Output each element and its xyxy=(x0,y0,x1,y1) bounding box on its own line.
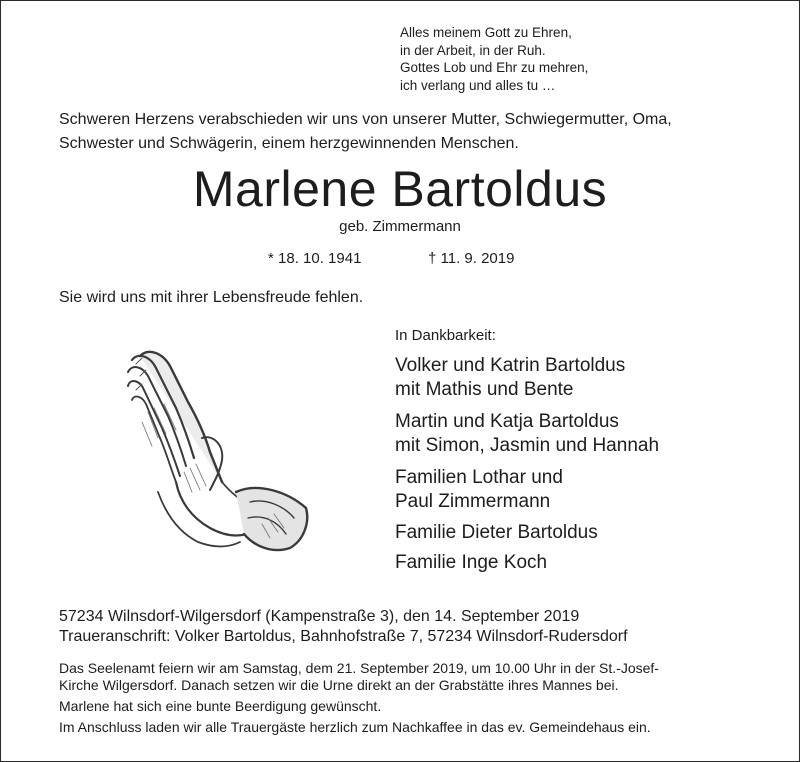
address-block xyxy=(59,607,628,647)
maiden-name: geb. Zimmermann xyxy=(339,218,461,235)
family-entry xyxy=(395,521,598,545)
place-date-line: 57234 Wilnsdorf-Wilgersdorf (Kampenstraße 3), den 14. September 2019 xyxy=(59,608,580,625)
poem-line: Gottes Lob und Ehr zu mehren, xyxy=(400,60,589,75)
poem-line: in der Arbeit, in der Ruh. xyxy=(400,42,546,58)
poem-line: Alles meinem Gott zu Ehren, xyxy=(400,25,572,40)
family-line: Familie Inge Koch xyxy=(395,552,548,573)
note-line: Das Seelenamt feiern wir am Samstag, dem 21. September 2019, um 10.00 Uhr in der St.-Josef- xyxy=(59,660,659,676)
family-entry xyxy=(395,410,659,458)
death-date: † 11. 9. 2019 xyxy=(428,250,515,267)
family-line: mit Simon, Jasmin und Hannah xyxy=(395,435,660,456)
farewell-line: Sie wird uns mit ihrer Lebensfreude fehlen. xyxy=(59,289,364,306)
note-line: Kirche Wilgersdorf. Danach setzen wir die Urne direkt an der Grabstätte ihres Mannes bei. xyxy=(59,677,619,693)
thanks-heading: In Dankbarkeit: xyxy=(395,327,496,344)
service-notes xyxy=(59,660,659,736)
family-line: mit Mathis und Bente xyxy=(395,379,574,400)
intro-text xyxy=(59,108,749,156)
poem-line: ich verlang und alles tu … xyxy=(400,77,556,93)
family-line: Paul Zimmermann xyxy=(395,491,551,512)
family-entry xyxy=(395,354,625,402)
poem xyxy=(400,24,588,94)
note-line: Marlene hat sich eine bunte Beerdigung gewünscht. xyxy=(59,698,382,714)
mourning-address-line: Traueranschrift: Volker Bartoldus, Bahnhofstraße 7, 57234 Wilnsdorf-Rudersdorf xyxy=(59,628,628,645)
family-line: Familien Lothar und xyxy=(395,467,563,488)
family-entry xyxy=(395,466,563,514)
family-line: Martin und Katja Bartoldus xyxy=(395,411,619,432)
family-entry xyxy=(395,551,547,575)
birth-date: * 18. 10. 1941 xyxy=(268,250,362,267)
intro-line: Schwester und Schwägerin, einem herzgewinnenden Menschen. xyxy=(59,135,519,152)
deceased-name: Marlene Bartoldus xyxy=(192,161,608,217)
family-line: Volker und Katrin Bartoldus xyxy=(395,355,626,376)
praying-hands-icon xyxy=(118,342,314,554)
family-line: Familie Dieter Bartoldus xyxy=(395,522,598,543)
intro-line: Schweren Herzens verabschieden wir uns von unserer Mutter, Schwiegermutter, Oma, xyxy=(59,111,672,128)
note-line: Im Anschluss laden wir alle Trauergäste herzlich zum Nachkaffee in das ev. Gemeindehaus ein. xyxy=(59,719,651,735)
